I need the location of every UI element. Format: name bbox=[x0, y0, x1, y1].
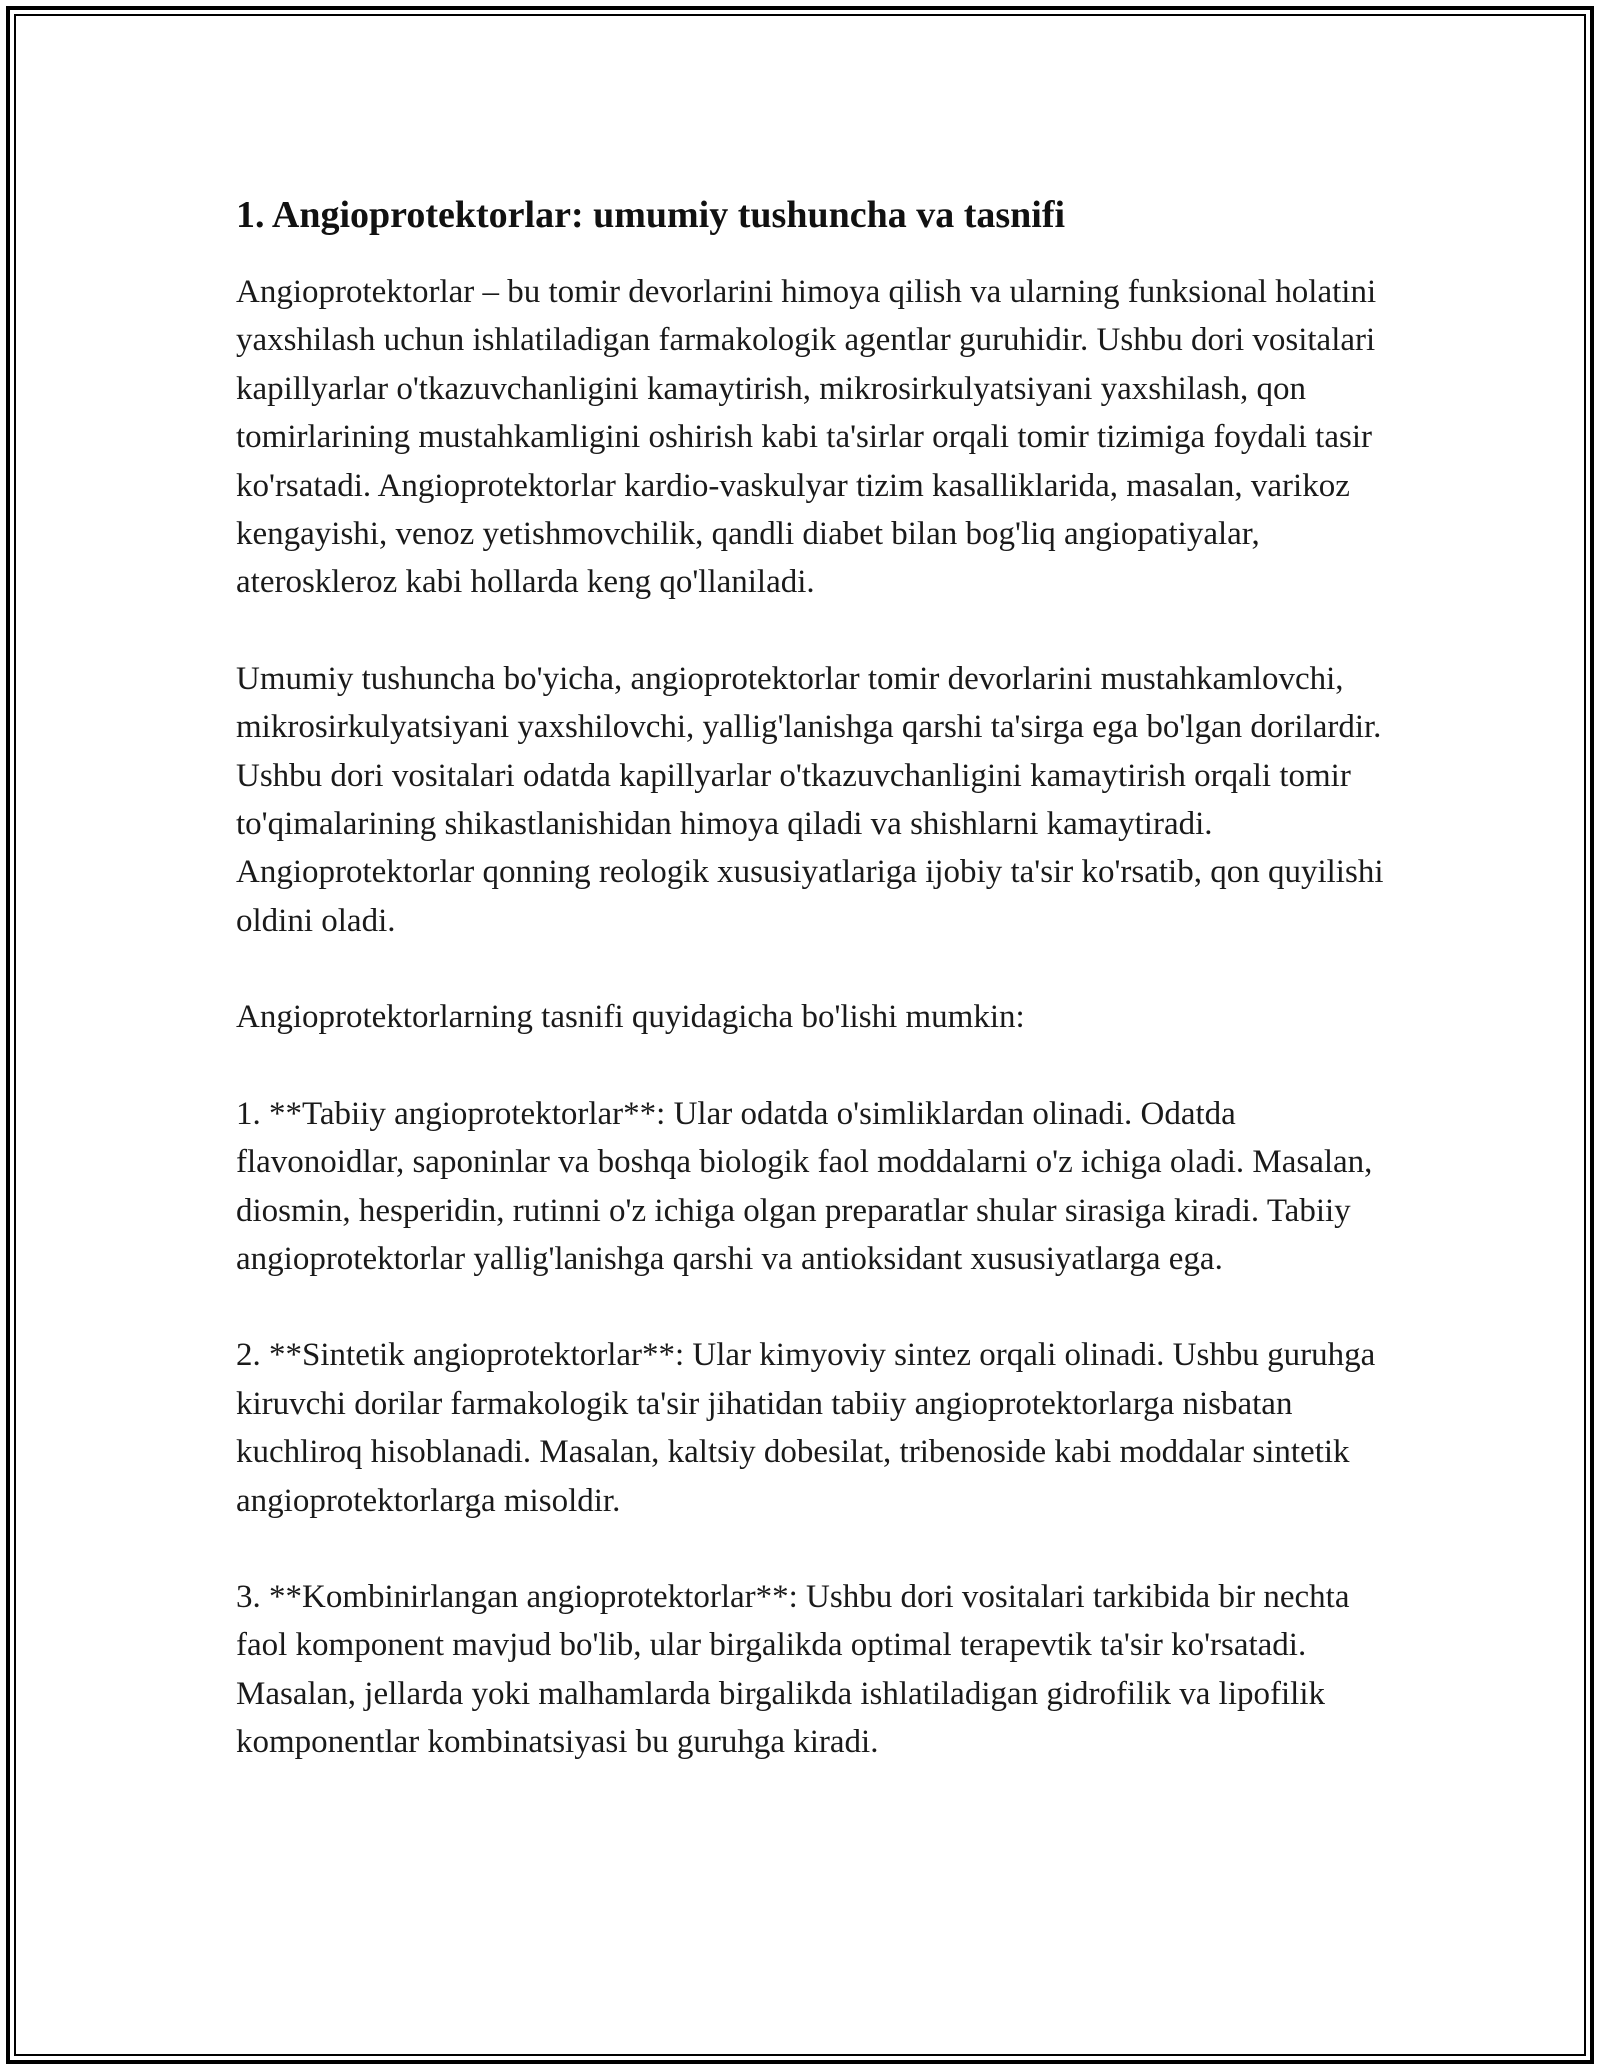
paragraph-natural-angioprotectors: 1. **Tabiiy angioprotektorlar**: Ular odatda o'simliklardan olinadi. Odatda flavonoidlar, saponinlar va boshqa biologik faol moddalarni o'z ichiga oladi. Masalan, diosmin, hesperidin, rutinni o'z ichiga olgan preparatlar shular sirasiga kiradi. Tabiiy angioprotektorlar yallig'lanishga qarshi va antioksidant xususiyatlarga ega. bbox=[236, 1095, 1373, 1277]
section-heading: 1. Angioprotektorlar: umumiy tushuncha va tasnifi bbox=[236, 194, 1066, 236]
paragraph-classification-intro: Angioprotektorlarning tasnifi quyidagicha bo'lishi mumkin: bbox=[236, 999, 1025, 1036]
paragraph-synthetic-angioprotectors: 2. **Sintetik angioprotektorlar**: Ular kimyoviy sintez orqali olinadi. Ushbu guruhga kiruvchi dorilar farmakologik ta'sir jihatidan tabiiy angioprotektorlarga nisbatan kuchliroq hisoblanadi. Masalan, kaltsiy dobesilat, tribenoside kabi moddalar sintetik angioprotektorlarga misoldir. bbox=[236, 1337, 1376, 1519]
paragraph-combined-angioprotectors: 3. **Kombinirlangan angioprotektorlar**: Ushbu dori vositalari tarkibida bir nechta faol komponent mavjud bo'lib, ular birgalikda optimal terapevtik ta'sir ko'rsatadi. Masalan, jellarda yoki malhamlarda birgalikda ishlatiladigan gidrofilik va lipofilik komponentlar kombinatsiyasi bu guruhga kiradi. bbox=[236, 1578, 1350, 1761]
paragraph-general-concept: Umumiy tushuncha bo'yicha, angioprotektorlar tomir devorlarini mustahkamlovchi, mikrosirkulyatsiyani yaxshilovchi, yallig'lanishga qarshi ta'sirga ega bo'lgan dorilardir. Ushbu dori vositalari odatda kapillyarlar o'tkazuvchanligini kamaytirish orqali tomir to'qimalarining shikastlanishidan himoya qiladi va shishlarni kamaytiradi. Angioprotektorlar qonning reologik xususiyatlariga ijobiy ta'sir ko'rsatib, qon quyilishi oldini oladi. bbox=[236, 660, 1384, 939]
document-body bbox=[236, 184, 1386, 1815]
paragraph-definition: Angioprotektorlar – bu tomir devorlarini himoya qilish va ularning funksional holatini yaxshilash uchun ishlatiladigan farmakologik agentlar guruhidir. Ushbu dori vositalari kapillyarlar o'tkazuvchanligini kamaytirish, mikrosirkulyatsiyani yaxshilash, qon tomirlarining mustahkamligini oshirish kabi ta'sirlar orqali tomir tizimiga foydali tasir ko'rsatadi. Angioprotektorlar kardio-vaskulyar tizim kasalliklarida, masalan, varikoz kengayishi, venoz yetishmovchilik, qandli diabet bilan bog'liq angiopatiyalar, ateroskleroz kabi hollarda keng qo'llaniladi. bbox=[236, 274, 1377, 601]
